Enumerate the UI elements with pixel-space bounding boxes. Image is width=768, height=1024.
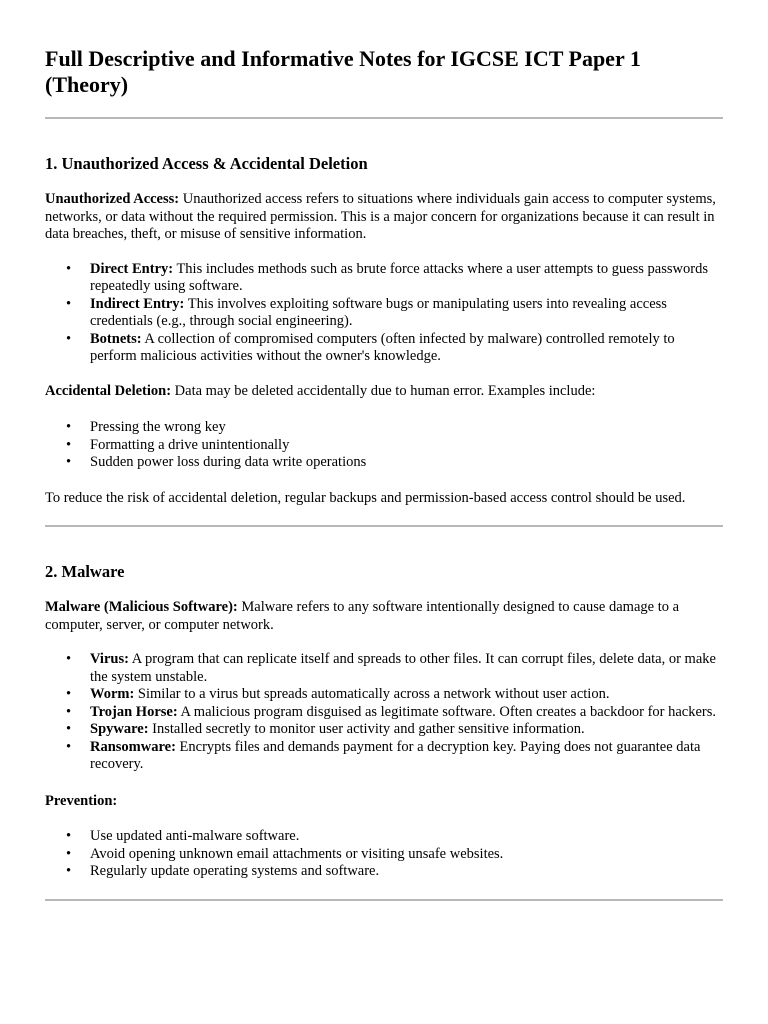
divider <box>45 117 723 119</box>
term: Direct Entry: <box>90 260 174 277</box>
paragraph-text: Unauthorized access refers to situations where individuals gain access to computer systems, networks, or data without the required permission. This is a major concern for organizations because it can result in data breaches, theft, or misuse of sensitive information. <box>45 191 716 242</box>
term: Malware (Malicious Software): <box>45 599 238 615</box>
term: Spyware: <box>90 721 149 737</box>
paragraph-unauthorized-access <box>45 191 723 244</box>
term: Ransomware: <box>90 738 176 755</box>
list-item <box>90 739 723 774</box>
divider <box>45 525 723 527</box>
list-deletion-examples <box>45 419 723 472</box>
list-item: • Sudden power loss during data write operations <box>90 454 723 472</box>
list-item: • Formatting a drive unintentionally <box>90 437 723 455</box>
list-item <box>90 296 723 331</box>
term: Worm: <box>90 686 135 702</box>
term: Botnets: <box>90 330 142 347</box>
item-text: This involves exploiting software bugs or manipulating users into revealing access credentials (e.g., through social engineering). <box>90 295 667 329</box>
term: Unauthorized Access: <box>45 191 180 207</box>
page-title: Full Descriptive and Informative Notes for IGCSE ICT Paper 1 (Theory) <box>45 46 641 97</box>
list-item <box>90 704 723 722</box>
list-item: • Pressing the wrong key <box>90 419 723 437</box>
item-text: Installed secretly to monitor user activity and gather sensitive information. <box>148 721 585 737</box>
item-text: A program that can replicate itself and spreads to other files. It can corrupt files, delete data, or make the system unstable. <box>90 651 716 685</box>
section-heading: 1. Unauthorized Access & Accidental Deletion <box>45 154 368 173</box>
list-item <box>90 686 723 704</box>
paragraph-closing: To reduce the risk of accidental deletion, regular backups and permission-based access control should be used. <box>45 489 686 506</box>
item-text: Encrypts files and demands payment for a decryption key. Paying does not guarantee data recovery. <box>90 738 701 772</box>
list-item <box>90 651 723 686</box>
term: Trojan Horse: <box>90 703 178 720</box>
term: Virus: <box>90 651 129 667</box>
paragraph-prevention <box>45 793 723 811</box>
section-malware <box>45 562 723 881</box>
list-item: • Regularly update operating systems and software. <box>90 863 723 881</box>
term: Prevention: <box>45 792 118 809</box>
item-text: Similar to a virus but spreads automatically across a network without user action. <box>134 686 610 702</box>
list-malware-types <box>45 651 723 774</box>
list-item: • Use updated anti-malware software. <box>90 828 723 846</box>
list-item <box>90 261 723 296</box>
item-text: This includes methods such as brute force attacks where a user attempts to guess passwords repeatedly using software. <box>90 260 708 294</box>
list-item: • Avoid opening unknown email attachments or visiting unsafe websites. <box>90 846 723 864</box>
paragraph-malware <box>45 599 723 634</box>
section-unauthorized-access <box>45 154 723 507</box>
list-prevention <box>45 828 723 881</box>
section-heading: 2. Malware <box>45 562 125 581</box>
paragraph-accidental-deletion <box>45 383 723 401</box>
list-access-methods <box>45 261 723 366</box>
item-text: A collection of compromised computers (often infected by malware) controlled remotely to perform malicious activities without the owner's knowledge. <box>90 330 675 364</box>
item-text: A malicious program disguised as legitimate software. Often creates a backdoor for hackers. <box>177 703 717 720</box>
list-item <box>90 721 723 739</box>
paragraph-text: Data may be deleted accidentally due to human error. Examples include: <box>171 382 596 399</box>
list-item <box>90 331 723 366</box>
term: Accidental Deletion: <box>45 382 172 399</box>
divider <box>45 899 723 901</box>
term: Indirect Entry: <box>90 295 185 312</box>
paragraph-text: Malware refers to any software intentionally designed to cause damage to a computer, server, or computer network. <box>45 599 680 633</box>
